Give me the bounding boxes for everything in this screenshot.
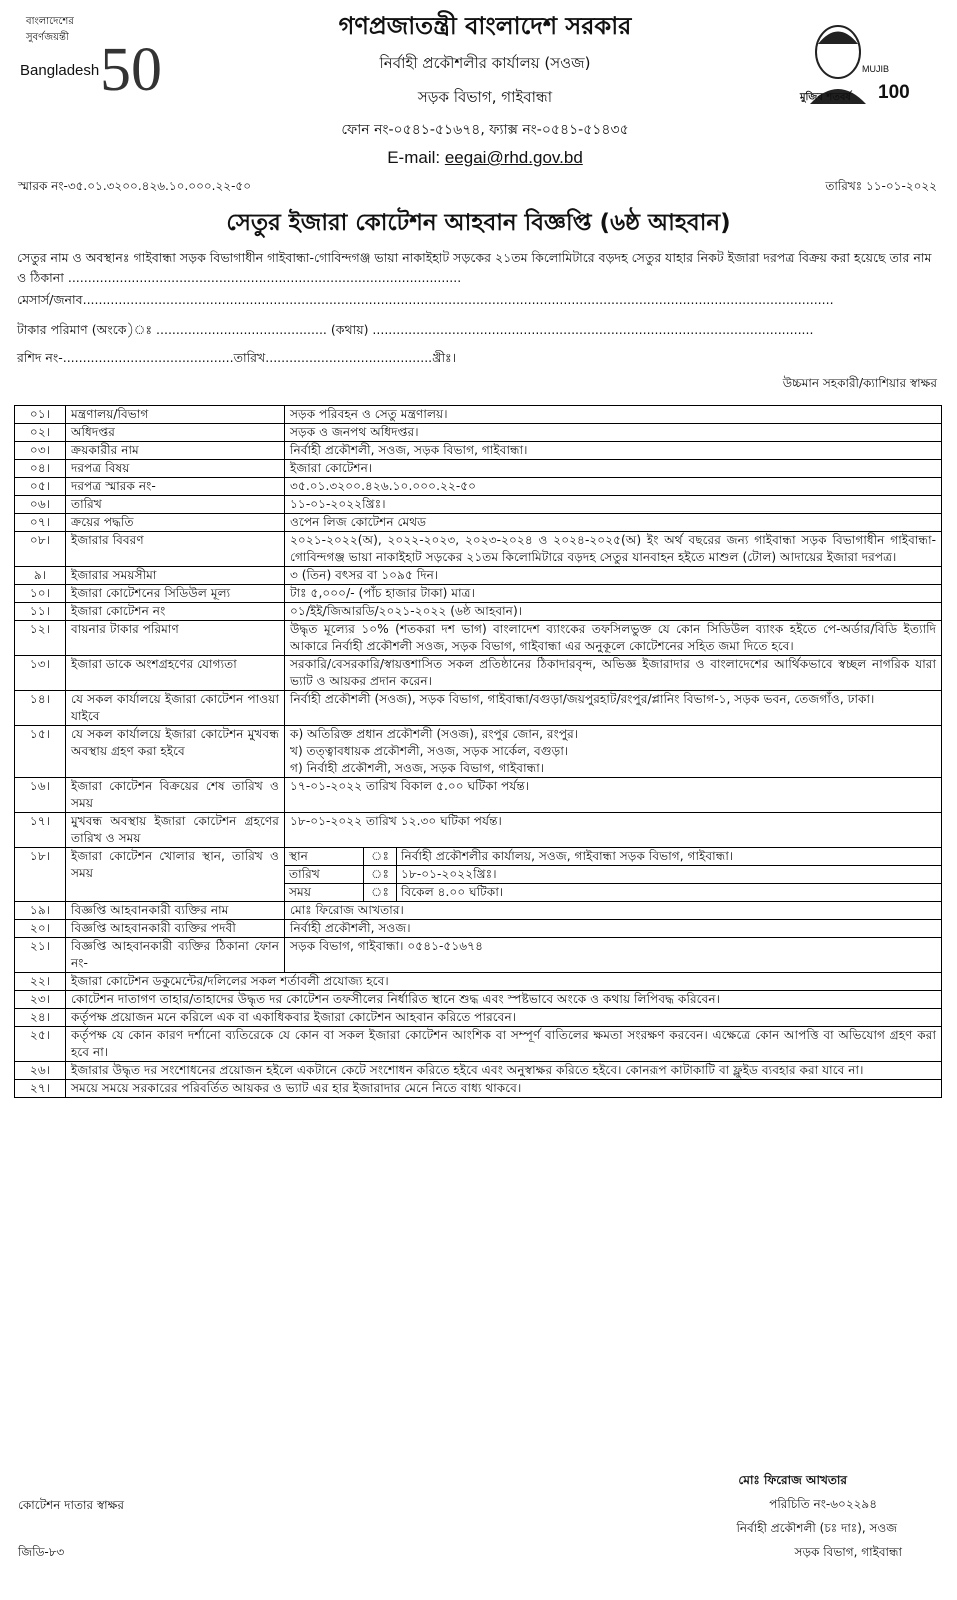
table-row — [15, 920, 942, 938]
opening-row — [285, 884, 941, 902]
office-name: নির্বাহী প্রকৌশলীর কার্যালয় (সওজ) — [379, 54, 591, 72]
row-value-line: গ) নির্বাহী প্রকৌশলী, সওজ, সড়ক বিভাগ, গাইবান্ধা। — [290, 761, 545, 775]
signatory-designation: নির্বাহী প্রকৌশলী (চঃ দাঃ), সওজ — [736, 1521, 897, 1535]
row-serial: ১৬। — [15, 778, 66, 813]
row-serial: ৯। — [15, 567, 66, 585]
row-value — [285, 848, 942, 902]
row-serial: ০৮। — [15, 532, 66, 567]
row-label: ইজারা কোটেশন নং — [66, 603, 285, 621]
row-label: ইজারার বিবরণ — [66, 532, 285, 567]
row-label: মুখবন্ধ অবস্থায় ইজারা কোটেশন গ্রহণের তারিখ ও সময় — [66, 813, 285, 848]
row-serial: ০১। — [15, 406, 66, 424]
table-row — [15, 585, 942, 603]
row-serial: ০৩। — [15, 442, 66, 460]
quotation-signature-label: কোটেশন দাতার স্বাক্ষর — [18, 1498, 124, 1512]
table-row — [15, 902, 942, 920]
opening-c: ঃ — [364, 848, 397, 866]
table-row — [15, 621, 942, 656]
table-row — [15, 496, 942, 514]
row-label: তারিখ — [66, 496, 285, 514]
table-row — [15, 532, 942, 567]
row-serial: ১৩। — [15, 656, 66, 691]
opening-v: বিকেল ৪.০০ ঘটিকা। — [401, 885, 504, 899]
row-label: ইজারা কোটেশন খোলার স্থান, তারিখ ও সময় — [66, 848, 285, 902]
mujib-centenary-logo — [800, 14, 940, 109]
row-value: নির্বাহী প্রকৌশলী (সওজ), সড়ক বিভাগ, গাইবান্ধা/বগুড়া/জয়পুরহাট/রংপুর/প্লানিং বিভাগ-১, সড়ক ভবন, তেজগাঁও, ঢাকা। — [285, 691, 942, 726]
row-serial: ২১। — [15, 938, 66, 973]
row-serial: ১৮। — [15, 848, 66, 902]
table-row — [15, 603, 942, 621]
row-value: ২০২১-২০২২(অ), ২০২২-২০২৩, ২০২৩-২০২৪ ও ২০২৪-২০২৫(অ) ইং অর্থ বছরের জন্য গাইবান্ধা সড়ক বিভাগাধীন গাইবান্ধা-গোবিন্দগঞ্জ ভায়া নাকাইহাট সড়কের ২১তম কিলোমিটারে বড়দহ সেতুর যানবাহন হইতে মাশুল (টোল) আদায়ের ইজারা দরপত্র। — [285, 532, 942, 567]
row-serial: ২৭। — [15, 1080, 66, 1098]
mujib-number: 100 — [878, 82, 910, 103]
table-row — [15, 778, 942, 813]
email-line — [170, 148, 800, 168]
cashier-signature-label: উচ্চমান সহকারী/ক্যাশিয়ার স্বাক্ষর — [782, 376, 937, 390]
row-serial: ২৩। — [15, 991, 66, 1009]
opening-c: ঃ — [364, 866, 397, 884]
row-label: দরপত্র বিষয় — [66, 460, 285, 478]
row-label: বিজ্ঞপ্তি আহবানকারী ব্যক্তির নাম — [66, 902, 285, 920]
table-row — [15, 1062, 942, 1080]
row-value — [285, 726, 942, 778]
table-row — [15, 726, 942, 778]
row-label: যে সকল কার্যালয়ে ইজারা কোটেশন পাওয়া যাইবে — [66, 691, 285, 726]
row-value: ১৮-০১-২০২২ তারিখ ১২.৩০ ঘটিকা পর্যন্ত। — [285, 813, 942, 848]
table-row — [15, 514, 942, 532]
table-row — [15, 1027, 942, 1062]
row-label: বায়নার টাকার পরিমাণ — [66, 621, 285, 656]
row-text: কোটেশন দাতাগণ তাহার/তাহাদের উদ্ধৃত দর কোটেশন তফসীলের নির্ধারিত স্থানে শুদ্ধ এবং স্পষ্টভাবে অংকে ও কথায় লিপিবদ্ধ করিবেন। — [66, 991, 942, 1009]
row-serial: ১১। — [15, 603, 66, 621]
mujib-bn-text: মুজিব শতবর্ষ — [800, 92, 851, 103]
table-row — [15, 460, 942, 478]
logo-text-bangladesh: Bangladesh — [20, 62, 100, 79]
tender-details-table — [14, 405, 942, 1098]
row-serial: ২৬। — [15, 1062, 66, 1080]
opening-v: ১৮-০১-২০২২খ্রিঃ। — [397, 866, 942, 884]
row-value: সরকারি/বেসরকারি/স্বায়ত্তশাসিত সকল প্রতিষ্ঠানের ঠিকাদারবৃন্দ, অভিজ্ঞ ইজারাদার ও বাংলাদেশের আর্থিকভাবে স্বচ্ছল নাগরিক যারা ভ্যাট ও আয়কর প্রদান করেন। — [285, 656, 942, 691]
opening-k: তারিখ — [285, 866, 364, 884]
row-label: বিজ্ঞপ্তি আহবানকারী ব্যক্তির ঠিকানা ফোন নং- — [66, 938, 285, 973]
row-serial: ১৫। — [15, 726, 66, 778]
row-serial: ১০। — [15, 585, 66, 603]
row-value: মোঃ ফিরোজ আখতার। — [285, 902, 942, 920]
table-row — [15, 973, 942, 991]
table-row — [15, 478, 942, 496]
table-row — [15, 424, 942, 442]
row-value: ৩ (তিন) বৎসর বা ১০৯৫ দিন। — [285, 567, 942, 585]
row-serial: ২০। — [15, 920, 66, 938]
table-row — [15, 938, 942, 973]
row-label: ইজারা কোটেশনের সিডিউল মূল্য — [66, 585, 285, 603]
row-text: ইজারা কোটেশন ডকুমেন্টের/দলিলের সকল শর্তাবলী প্রযোজ্য হবে। — [66, 973, 942, 991]
row-text: ইজারার উদ্ধৃত দর সংশোধনের প্রয়োজন হইলে একটানে কেটে সংশোধন করিতে হইবে এবং অনুস্বাক্ষর করিতে হইবে। কোনরূপ কাটাকাটি বা ফ্লুইড ব্যবহার করা যাবে না। — [66, 1062, 942, 1080]
row-label: বিজ্ঞপ্তি আহবানকারী ব্যক্তির পদবী — [66, 920, 285, 938]
row-serial: ১৯। — [15, 902, 66, 920]
opening-c: ঃ — [364, 884, 397, 902]
table-row — [15, 848, 942, 902]
opening-row — [285, 866, 941, 884]
table-row — [15, 813, 942, 848]
row-serial: ০৭। — [15, 514, 66, 532]
opening-k: সময় — [285, 884, 364, 902]
row-value: ১৭-০১-২০২২ তারিখ বিকাল ৫.০০ ঘটিকা পর্যন্ত। — [285, 778, 942, 813]
logo-text-2: সুবর্ণজয়ন্তী — [26, 32, 69, 43]
row-value-line: খ) তত্ত্বাবধায়ক প্রকৌশলী, সওজ, সড়ক সার্কেল, বগুড়া। — [290, 744, 569, 758]
opening-k: স্থান — [285, 848, 364, 866]
table-row — [15, 1080, 942, 1098]
table-row — [15, 1009, 942, 1027]
row-value: উদ্ধৃত মূল্যের ১০% (শতকরা দশ ভাগ) বাংলাদেশ ব্যাংকের তফসিলভুক্ত যে কোন সিডিউল ব্যাংক হইতে পে-অর্ডার/বিডি ইত্যাদি আকারে নির্বাহী প্রকৌশলী সওজ, সড়ক বিভাগ, গাইবান্ধা এর অনুকূলে কোটেশনের সহিত জমা দিতে হবে। — [285, 621, 942, 656]
opening-row — [285, 848, 941, 866]
row-value: টাঃ ৫,০০০/- (পাঁচ হাজার টাকা) মাত্র। — [285, 585, 942, 603]
department-name: সড়ক বিভাগ, গাইবান্ধা — [417, 88, 553, 106]
row-value-line: ক) অতিরিক্ত প্রধান প্রকৌশলী (সওজ), রংপুর জোন, রংপুর। — [290, 727, 579, 741]
row-serial: ১৪। — [15, 691, 66, 726]
row-serial: ০৫। — [15, 478, 66, 496]
notice-date: তারিখঃ ১১-০১-২০২২ — [825, 179, 937, 193]
opening-details-table — [285, 848, 941, 901]
phone-fax: ফোন নং-০৫৪১-৫১৬৭৪, ফ্যাক্স নং-০৫৪১-৫১৪৩৫ — [341, 122, 629, 138]
row-label: যে সকল কার্যালয়ে ইজারা কোটেশন মুখবন্ধ অবস্থায় গ্রহণ করা হইবে — [66, 726, 285, 778]
signatory-name: মোঃ ফিরোজ আখতার — [738, 1473, 847, 1487]
row-label: অধিদপ্তর — [66, 424, 285, 442]
government-title: গণপ্রজাতন্ত্রী বাংলাদেশ সরকার — [338, 12, 632, 40]
table-row — [15, 656, 942, 691]
table-row — [15, 406, 942, 424]
row-text: কর্তৃপক্ষ প্রয়োজন মনে করিলে এক বা একাধিকবার ইজারা কোটেশন আহবান করিতে পারবেন। — [66, 1009, 942, 1027]
row-serial: ০৪। — [15, 460, 66, 478]
signatory-id: পরিচিতি নং-৬০২২৯৪ — [769, 1497, 877, 1511]
fill-line-name: মেসার্স/জনাব............................................................................................................................................................................................. — [17, 292, 834, 307]
row-serial: ২২। — [15, 973, 66, 991]
notice-title: সেতুর ইজারা কোটেশন আহবান বিজ্ঞপ্তি (৬ষ্ঠ আহবান) — [226, 210, 731, 236]
row-label: ইজারা ডাকে অংশগ্রহণের যোগ্যতা — [66, 656, 285, 691]
row-serial: ২৪। — [15, 1009, 66, 1027]
row-serial: ১৭। — [15, 813, 66, 848]
fill-line-amount: টাকার পরিমাণ (অংকে)ঃ ........................................... (কথায়) ............................................................................................................... — [17, 322, 814, 337]
mujib-en-text: MUJIB — [862, 64, 889, 74]
row-value: ৩৫.০১.৩২০০.৪২৬.১০.০০০.২২-৫০ — [285, 478, 942, 496]
email-link[interactable]: eegai@rhd.gov.bd — [444, 148, 583, 167]
row-value: নির্বাহী প্রকৌশলী, সওজ। — [285, 920, 942, 938]
row-serial: ২৫। — [15, 1027, 66, 1062]
row-value: সড়ক ও জনপথ অধিদপ্তর। — [285, 424, 942, 442]
gd-number: জিডি-৮৩ — [18, 1545, 65, 1559]
table-row — [15, 691, 942, 726]
row-value: ১১-০১-২০২২খ্রিঃ। — [285, 496, 942, 514]
logo-number-50: 50 — [100, 36, 162, 104]
row-text: কর্তৃপক্ষ যে কোন কারণ দর্শানো ব্যতিরেকে যে কোন বা সকল ইজারা কোটেশন আংশিক বা সম্পূর্ণ বাতিলের ক্ষমতা সংরক্ষণ করবেন। এক্ষেত্রে কোন আপত্তি বা অভিযোগ গ্রহণ করা হবে না। — [66, 1027, 942, 1062]
memo-number: স্মারক নং-৩৫.০১.৩২০০.৪২৬.১০.০০০.২২-৫০ — [18, 179, 252, 193]
table-row — [15, 442, 942, 460]
row-text: সময়ে সময়ে সরকারের পরিবর্তিত আয়কর ও ভ্যাট এর হার ইজারাদার মেনে নিতে বাধ্য থাকবে। — [66, 1080, 942, 1098]
jubilee-50-icon — [98, 10, 168, 105]
row-value: ০১/ইই/জিআরডি/২০২১-২০২২ (৬ষ্ঠ আহবান)। — [285, 603, 942, 621]
opening-v: নির্বাহী প্রকৌশলীর কার্যালয়, সওজ, গাইবান্ধা সড়ক বিভাগ, গাইবান্ধা। — [397, 848, 942, 866]
fill-line-receipt: রশিদ নং-...........................................তারিখ..........................................খ্রীঃ। — [17, 350, 457, 365]
row-label: মন্ত্রণালয়/বিভাগ — [66, 406, 285, 424]
row-serial: ১২। — [15, 621, 66, 656]
row-value: সড়ক বিভাগ, গাইবান্ধা। ০৫৪১-৫১৬৭৪ — [285, 938, 942, 973]
row-value: সড়ক পরিবহন ও সেতু মন্ত্রণালয়। — [285, 406, 942, 424]
row-value: ইজারা কোটেশন। — [285, 460, 942, 478]
row-serial: ০২। — [15, 424, 66, 442]
row-serial: ০৬। — [15, 496, 66, 514]
signatory-department: সড়ক বিভাগ, গাইবান্ধা — [794, 1545, 902, 1559]
row-value: নির্বাহী প্রকৌশলী, সওজ, সড়ক বিভাগ, গাইবান্ধা। — [285, 442, 942, 460]
row-label: ইজারা কোটেশন বিক্রয়ের শেষ তারিখ ও সময় — [66, 778, 285, 813]
row-label: ইজারার সময়সীমা — [66, 567, 285, 585]
row-label: ক্রয়ের পদ্ধতি — [66, 514, 285, 532]
bridge-intro: সেতুর নাম ও অবস্থানঃ গাইবান্ধা সড়ক বিভাগাধীন গাইবান্ধা-গোবিন্দগঞ্জ ভায়া নাকাইহাট সড়কের ২১তম কিলোমিটারে বড়দহ সেতুর যাহার নিকট ইজারা দরপত্র বিক্রয় করা হয়েছে তার নাম ও ঠিকানা ................................................................................................... — [17, 250, 932, 285]
row-label: ক্রয়কারীর নাম — [66, 442, 285, 460]
row-value: ওপেন লিজ কোটেশন মেথড — [285, 514, 942, 532]
table-row — [15, 567, 942, 585]
logo-text-1: বাংলাদেশের — [26, 16, 74, 27]
row-label: দরপত্র স্মারক নং- — [66, 478, 285, 496]
golden-jubilee-logo — [18, 10, 168, 105]
email-label: E-mail: — [387, 148, 445, 167]
table-row — [15, 991, 942, 1009]
